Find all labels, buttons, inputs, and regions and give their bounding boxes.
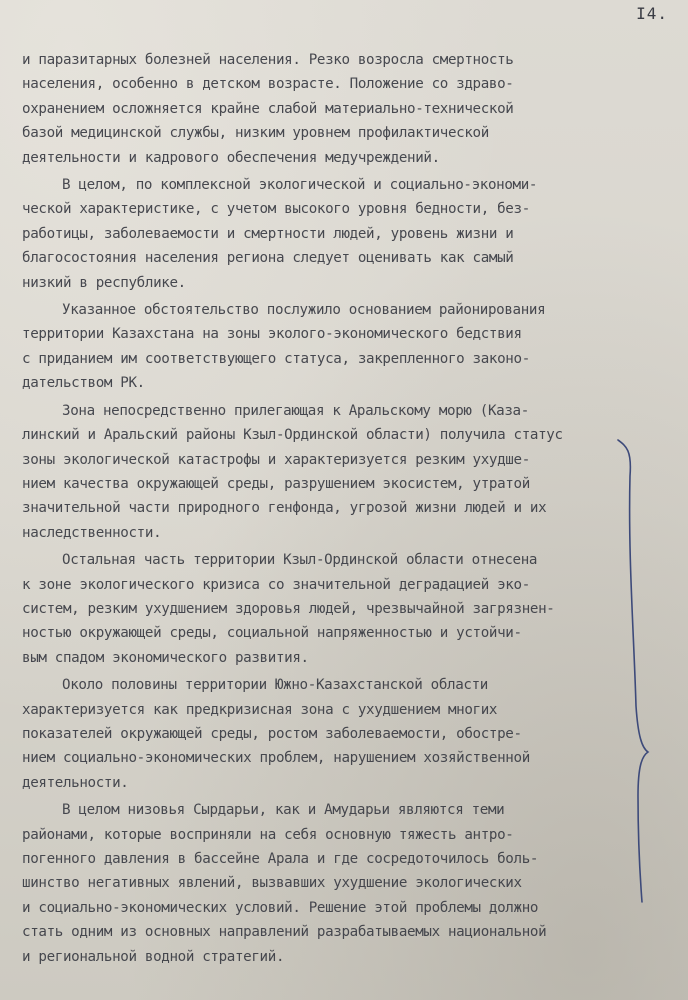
- text-line: деятельности.: [22, 774, 129, 791]
- text-line: наследственности.: [22, 524, 162, 541]
- text-line: и социально-экономических условий. Решение этой проблемы должно: [22, 899, 539, 916]
- text-line: Около половины территории Южно-Казахстанской области: [62, 677, 488, 694]
- text-line: территории Казахстана на зоны эколого-экономического бедствия: [22, 326, 522, 343]
- text-line: Указанное обстоятельство послужило основанием районирования: [62, 302, 546, 319]
- text-line: работицы, заболеваемости и смертности людей, уровень жизни и: [22, 225, 514, 242]
- text-line: стать одним из основных направлений разрабатываемых национальной: [22, 924, 547, 941]
- text-line: благосостояния населения региона следует оценивать как самый: [22, 250, 514, 267]
- text-line: нием социально-экономических проблем, нарушением хозяйственной: [22, 750, 530, 767]
- text-line: с приданием им соответствующего статуса, закрепленного законо-: [22, 350, 530, 367]
- text-line: к зоне экологического кризиса со значительной деградацией эко-: [22, 576, 530, 593]
- text-line: ностью окружающей среды, социальной напряженностью и устойчи-: [22, 625, 522, 642]
- text-line: деятельности и кадрового обеспечения медучреждений.: [22, 149, 440, 166]
- text-line: Зона непосредственно прилегающая к Аральскому морю (Каза-: [62, 402, 529, 419]
- text-line: шинство негативных явлений, вызвавших ухудшение экологических: [22, 875, 522, 892]
- text-line: систем, резким ухудшением здоровья людей, чрезвычайной загрязнен-: [22, 600, 555, 617]
- text-line: значительной части природного генфонда, угрозой жизни людей и их: [22, 500, 547, 517]
- text-line: погенного давления в бассейне Арала и где сосредоточилось боль-: [22, 851, 539, 867]
- body-text: [22, 48, 662, 969]
- margin-bracket-mark: [612, 436, 662, 906]
- text-line: характеризуется как предкризисная зона с ухудшением многих: [22, 701, 498, 718]
- text-line: и региональной водной стратегий.: [22, 948, 285, 965]
- text-line: Остальная часть территории Кзыл-Ординской области отнесена: [62, 552, 538, 569]
- text-line: и паразитарных болезней населения. Резко возросла смертность: [22, 52, 514, 68]
- text-line: низкий в республике.: [22, 274, 186, 291]
- text-line: зоны экологической катастрофы и характеризуется резким ухудше-: [22, 451, 530, 468]
- text-line: районами, которые восприняли на себя основную тяжесть антро-: [22, 826, 514, 843]
- text-line: вым спадом экономического развития.: [22, 649, 309, 666]
- text-line: дательством РК.: [22, 375, 145, 392]
- text-line: нием качества окружающей среды, разрушением экосистем, утратой: [22, 475, 530, 492]
- page-number: I4.: [636, 4, 668, 23]
- text-line: В целом, по комплексной экологической и социально-экономи-: [62, 177, 538, 194]
- text-line: населения, особенно в детском возрасте. Положение со здраво-: [22, 76, 514, 93]
- text-line: линский и Аральский районы Кзыл-Ординской области) получила статус: [22, 427, 563, 444]
- text-line: охранением осложняется крайне слабой материально-технической: [22, 100, 514, 117]
- text-line: показателей окружающей среды, ростом заболеваемости, обостре-: [22, 725, 522, 742]
- text-line: В целом низовья Сырдарьи, как и Амударьи являются теми: [62, 802, 505, 819]
- text-line: базой медицинской службы, низким уровнем профилактической: [22, 125, 489, 142]
- text-line: ческой характеристике, с учетом высокого уровня бедности, без-: [22, 201, 530, 218]
